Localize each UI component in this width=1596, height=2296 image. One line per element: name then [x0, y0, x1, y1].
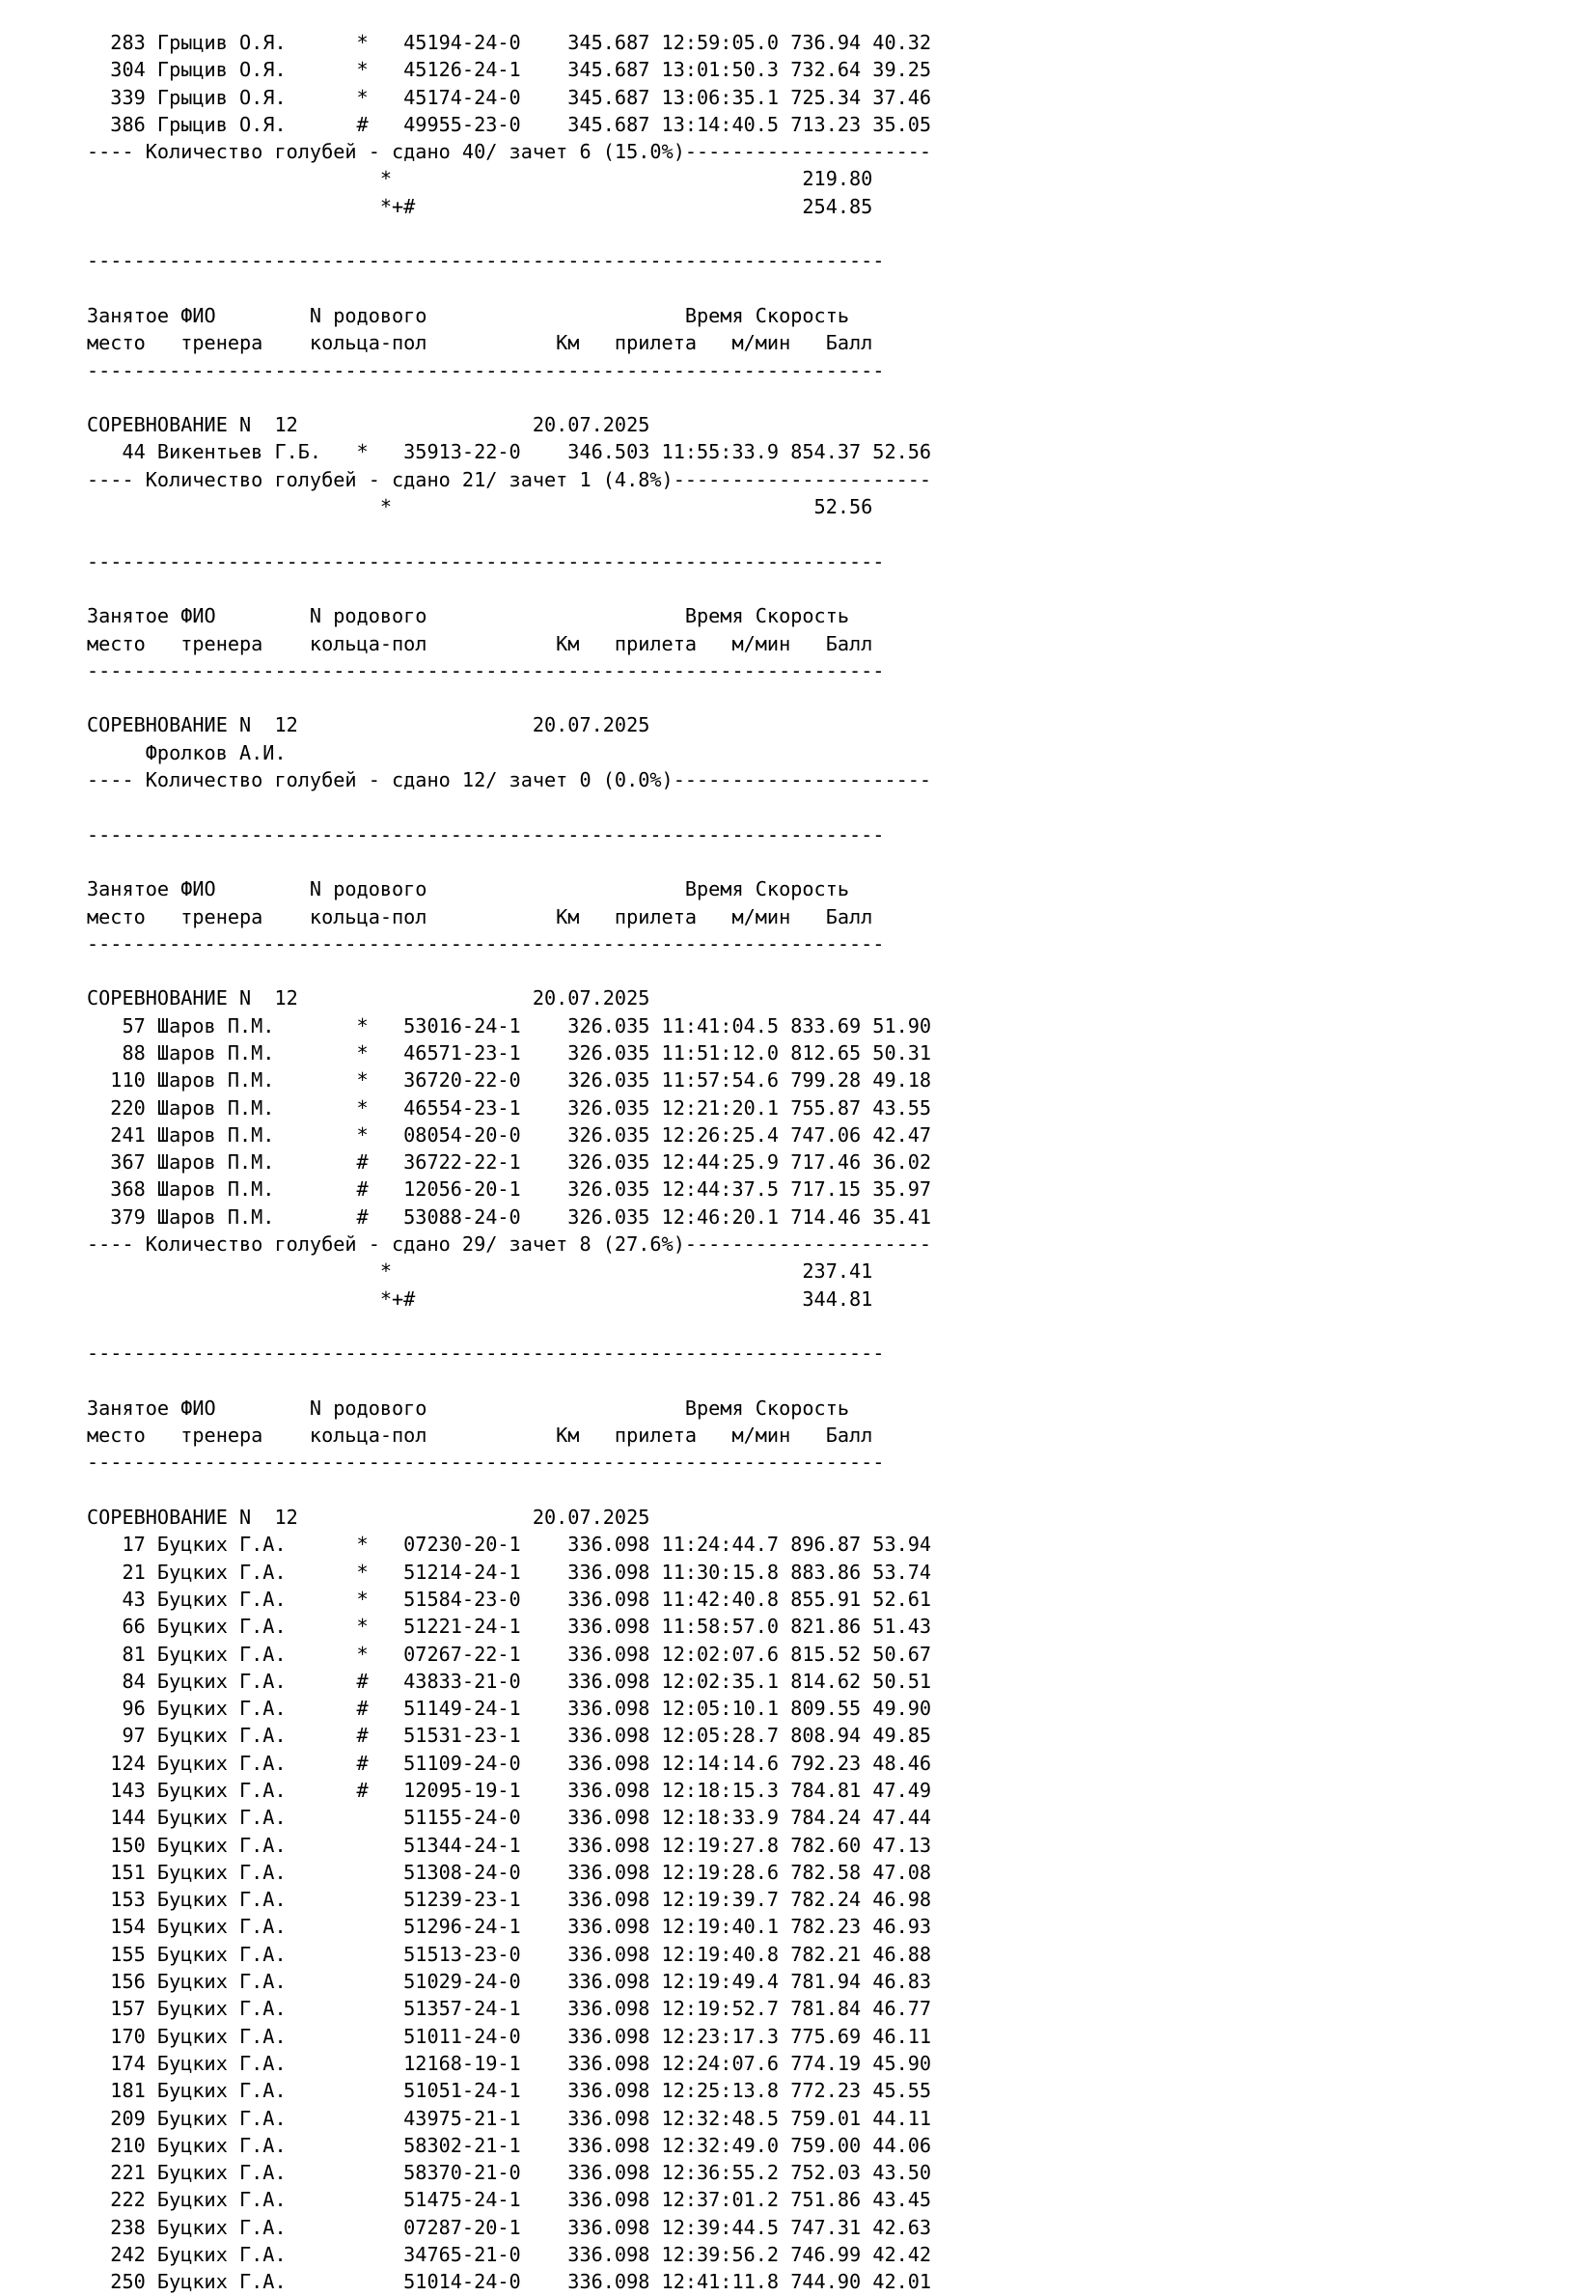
result-row: 157 Буцких Г.А. 51357-24-1 336.098 12:19:52.7 781.84 46.77: [87, 1997, 932, 2021]
blank-line: [87, 520, 931, 547]
competition-header-line: СОРЕВНОВАНИЕ N 12 20.07.2025: [87, 986, 650, 1010]
blank-line: [87, 275, 931, 302]
result-row: 209 Буцких Г.А. 43975-21-1 336.098 12:32:48.5 759.01 44.11: [87, 2106, 932, 2130]
separator-line: --------------------------------------------------------------------: [87, 1451, 885, 1475]
blank-line: [87, 384, 931, 411]
star-hash-total-line: *+# 254.85: [87, 194, 873, 218]
result-row: 155 Буцких Г.А. 51513-23-0 336.098 12:19:40.8 782.21 46.88: [87, 1942, 932, 1966]
count-summary-line: ---- Количество голубей - сдано 29/ зачет 8 (27.6%)---------------------: [87, 1232, 932, 1257]
result-row: 210 Буцких Г.А. 58302-21-1 336.098 12:32:49.0 759.00 44.06: [87, 2133, 932, 2157]
count-summary-line: ---- Количество голубей - сдано 21/ зачет 1 (4.8%)----------------------: [87, 467, 932, 491]
result-row: 170 Буцких Г.А. 51011-24-0 336.098 12:23:17.3 775.69 46.11: [87, 2024, 932, 2048]
result-row: 174 Буцких Г.А. 12168-19-1 336.098 12:24:07.6 774.19 45.90: [87, 2051, 932, 2075]
trainer-name-line: Фролков А.И.: [87, 740, 380, 764]
result-row: 81 Буцких Г.А. * 07267-22-1 336.098 12:02:07.6 815.52 50.67: [87, 1642, 932, 1666]
result-row: 44 Викентьев Г.Б. * 35913-22-0 346.503 11:55:33.9 854.37 52.56: [87, 440, 932, 464]
column-header-line: место тренера кольца-пол Км прилета м/мин Балл: [87, 631, 873, 655]
blank-line: [87, 575, 931, 602]
result-row: 386 Грыцив О.Я. # 49955-23-0 345.687 13:14:40.5 713.23 35.05: [87, 112, 932, 136]
result-row: 156 Буцких Г.А. 51029-24-0 336.098 12:19:49.4 781.94 46.83: [87, 1970, 932, 1994]
separator-line: --------------------------------------------------------------------: [87, 931, 885, 955]
competition-header-line: СОРЕВНОВАНИЕ N 12 20.07.2025: [87, 713, 650, 737]
result-row: 220 Шаров П.М. * 46554-23-1 326.035 12:21:20.1 755.87 43.55: [87, 1095, 932, 1120]
result-row: 222 Буцких Г.А. 51475-24-1 336.098 12:37:01.2 751.86 43.45: [87, 2188, 932, 2212]
column-header-line: место тренера кольца-пол Км прилета м/мин Балл: [87, 1424, 873, 1448]
result-row: 368 Шаров П.М. # 12056-20-1 326.035 12:44:37.5 717.15 35.97: [87, 1177, 932, 1202]
result-row: 379 Шаров П.М. # 53088-24-0 326.035 12:46:20.1 714.46 35.41: [87, 1204, 932, 1229]
result-row: 17 Буцких Г.А. * 07230-20-1 336.098 11:24:44.7 896.87 53.94: [87, 1533, 932, 1557]
separator-line: --------------------------------------------------------------------: [87, 549, 885, 573]
result-row: 97 Буцких Г.А. # 51531-23-1 336.098 12:05:28.7 808.94 49.85: [87, 1724, 932, 1748]
result-row: 241 Шаров П.М. * 08054-20-0 326.035 12:26:25.4 747.06 42.47: [87, 1122, 932, 1147]
separator-line: --------------------------------------------------------------------: [87, 358, 885, 382]
result-row: 96 Буцких Г.А. # 51149-24-1 336.098 12:05:10.1 809.55 49.90: [87, 1697, 932, 1721]
blank-line: [87, 957, 931, 984]
result-row: 57 Шаров П.М. * 53016-24-1 326.035 11:41:04.5 833.69 51.90: [87, 1013, 932, 1037]
separator-line: --------------------------------------------------------------------: [87, 249, 885, 273]
result-row: 154 Буцких Г.А. 51296-24-1 336.098 12:19:40.1 782.23 46.93: [87, 1915, 932, 1939]
blank-line: [87, 1477, 931, 1504]
column-header-line: Занятое ФИО N родового Время Скорость: [87, 877, 850, 901]
result-row: 84 Буцких Г.А. # 43833-21-0 336.098 12:02:35.1 814.62 50.51: [87, 1669, 932, 1693]
column-header-line: Занятое ФИО N родового Время Скорость: [87, 604, 850, 628]
result-row: 144 Буцких Г.А. 51155-24-0 336.098 12:18:33.9 784.24 47.44: [87, 1806, 932, 1830]
result-row: 250 Буцких Г.А. 51014-24-0 336.098 12:41:11.8 744.90 42.01: [87, 2270, 932, 2294]
result-row: 181 Буцких Г.А. 51051-24-1 336.098 12:25:13.8 772.23 45.55: [87, 2079, 932, 2103]
result-row: 110 Шаров П.М. * 36720-22-0 326.035 11:57:54.6 799.28 49.18: [87, 1068, 932, 1093]
blank-line: [87, 684, 931, 711]
result-row: 238 Буцких Г.А. 07287-20-1 336.098 12:39:44.5 747.31 42.63: [87, 2215, 932, 2239]
star-total-line: * 219.80: [87, 167, 873, 191]
star-hash-total-line: *+# 344.81: [87, 1286, 873, 1311]
result-row: 221 Буцких Г.А. 58370-21-0 336.098 12:36:55.2 752.03 43.50: [87, 2161, 932, 2185]
result-row: 367 Шаров П.М. # 36722-22-1 326.035 12:44:25.9 717.46 36.02: [87, 1150, 932, 1175]
result-row: 151 Буцких Г.А. 51308-24-0 336.098 12:19:28.6 782.58 47.08: [87, 1860, 932, 1884]
blank-line: [87, 848, 931, 875]
column-header-line: Занятое ФИО N родового Время Скорость: [87, 303, 850, 327]
result-row: 88 Шаров П.М. * 46571-23-1 326.035 11:51:12.0 812.65 50.31: [87, 1040, 932, 1065]
result-row: 124 Буцких Г.А. # 51109-24-0 336.098 12:14:14.6 792.23 48.46: [87, 1751, 932, 1775]
count-summary-line: ---- Количество голубей - сдано 40/ зачет 6 (15.0%)---------------------: [87, 140, 932, 164]
result-row: 283 Грыцив О.Я. * 45194-24-0 345.687 12:59:05.0 736.94 40.32: [87, 31, 932, 54]
column-header-line: место тренера кольца-пол Км прилета м/мин Балл: [87, 331, 873, 355]
result-row: 242 Буцких Г.А. 34765-21-0 336.098 12:39:56.2 746.99 42.42: [87, 2243, 932, 2267]
column-header-line: Занятое ФИО N родового Время Скорость: [87, 1396, 850, 1420]
separator-line: --------------------------------------------------------------------: [87, 822, 885, 846]
blank-line: [87, 1313, 931, 1340]
blank-line: [87, 793, 931, 820]
star-total-line: * 52.56: [87, 495, 873, 519]
star-total-line: * 237.41: [87, 1259, 873, 1284]
result-row: 21 Буцких Г.А. * 51214-24-1 336.098 11:30:15.8 883.86 53.74: [87, 1560, 932, 1584]
blank-line: [87, 1368, 931, 1395]
count-summary-line: ---- Количество голубей - сдано 12/ зачет 0 (0.0%)----------------------: [87, 768, 932, 792]
blank-line: [87, 220, 931, 247]
competition-header-line: СОРЕВНОВАНИЕ N 12 20.07.2025: [87, 413, 650, 437]
result-row: 150 Буцких Г.А. 51344-24-1 336.098 12:19:27.8 782.60 47.13: [87, 1833, 932, 1857]
results-report: [87, 29, 931, 2296]
separator-line: --------------------------------------------------------------------: [87, 1342, 885, 1366]
result-row: 153 Буцких Г.А. 51239-23-1 336.098 12:19:39.7 782.24 46.98: [87, 1888, 932, 1912]
competition-header-line: СОРЕВНОВАНИЕ N 12 20.07.2025: [87, 1506, 650, 1530]
result-row: 143 Буцких Г.А. # 12095-19-1 336.098 12:18:15.3 784.81 47.49: [87, 1779, 932, 1802]
result-row: 43 Буцких Г.А. * 51584-23-0 336.098 11:42:40.8 855.91 52.61: [87, 1587, 932, 1611]
result-row: 339 Грыцив О.Я. * 45174-24-0 345.687 13:06:35.1 725.34 37.46: [87, 85, 932, 109]
column-header-line: место тренера кольца-пол Км прилета м/мин Балл: [87, 904, 873, 928]
separator-line: --------------------------------------------------------------------: [87, 658, 885, 682]
result-row: 304 Грыцив О.Я. * 45126-24-1 345.687 13:01:50.3 732.64 39.25: [87, 58, 932, 82]
result-row: 66 Буцких Г.А. * 51221-24-1 336.098 11:58:57.0 821.86 51.43: [87, 1615, 932, 1639]
